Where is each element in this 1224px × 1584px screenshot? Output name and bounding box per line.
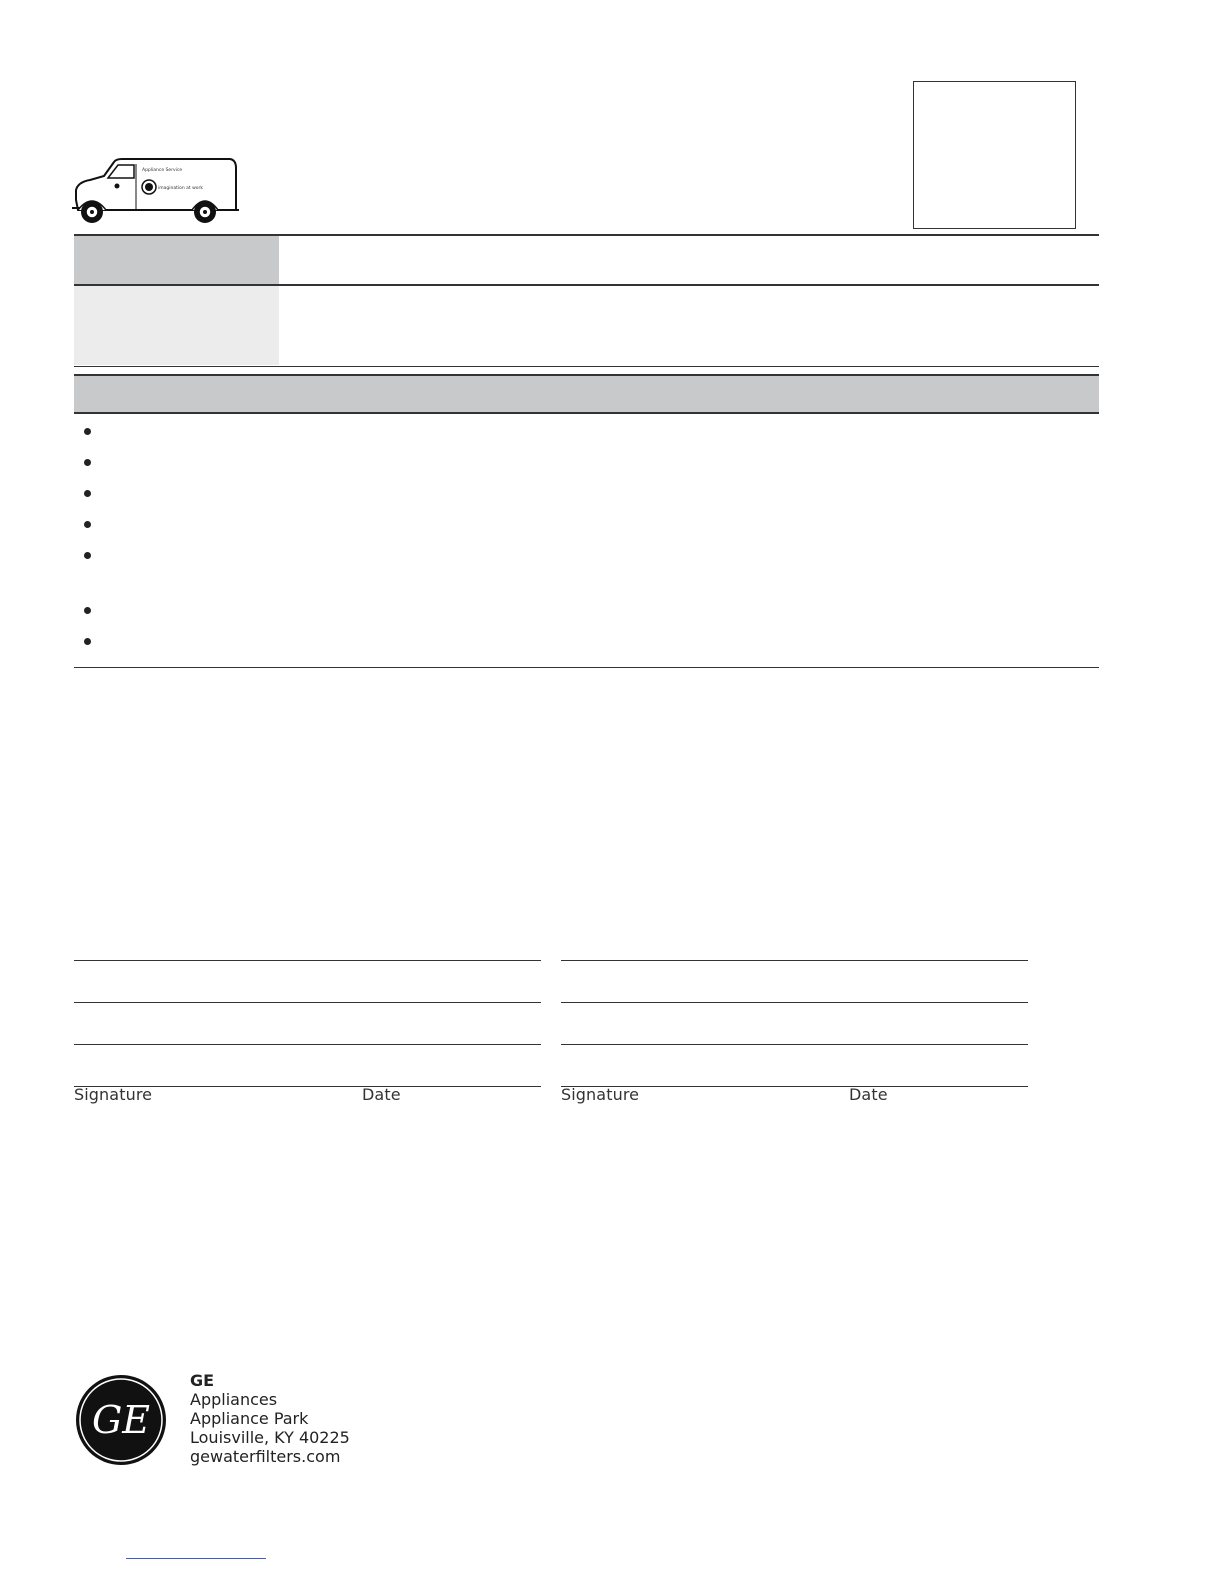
list-bullet (84, 428, 91, 435)
website-link[interactable]: gewaterfilters.com (190, 1447, 341, 1466)
list-bullet (84, 521, 91, 528)
date-label: Date (362, 1085, 401, 1104)
fill-line[interactable] (74, 960, 541, 961)
row-2-label-cell (74, 286, 279, 365)
list-bullet (84, 459, 91, 466)
section-header-bar (74, 374, 1099, 414)
label-box (913, 81, 1076, 229)
svg-text:imagination at work: imagination at work (158, 186, 203, 191)
address-line-1: Appliances (190, 1390, 278, 1409)
signature-label: Signature (74, 1085, 153, 1104)
svg-text:Appliance Service: Appliance Service (142, 168, 183, 173)
footer-link-underline (126, 1558, 266, 1559)
list-bullet (84, 552, 91, 559)
list-bullet (84, 638, 91, 645)
address-line-3: Louisville, KY 40225 (190, 1428, 350, 1447)
row-1-label-cell (74, 236, 279, 284)
ge-monogram-logo (74, 1373, 168, 1467)
list-bullet (84, 607, 91, 614)
fill-line[interactable] (561, 960, 1028, 961)
fill-line[interactable] (561, 1044, 1028, 1045)
fill-line[interactable] (561, 1002, 1028, 1003)
fill-line[interactable] (74, 1002, 541, 1003)
fill-line[interactable] (74, 1044, 541, 1045)
rule-row-2 (74, 366, 1099, 367)
signature-label: Signature (561, 1085, 640, 1104)
date-label: Date (849, 1085, 888, 1104)
svg-text:GE: GE (91, 1398, 151, 1442)
service-van-icon (70, 152, 242, 230)
company-name: GE (190, 1371, 215, 1390)
rule-list-bottom (74, 667, 1099, 668)
list-bullet (84, 490, 91, 497)
address-line-2: Appliance Park (190, 1409, 309, 1428)
